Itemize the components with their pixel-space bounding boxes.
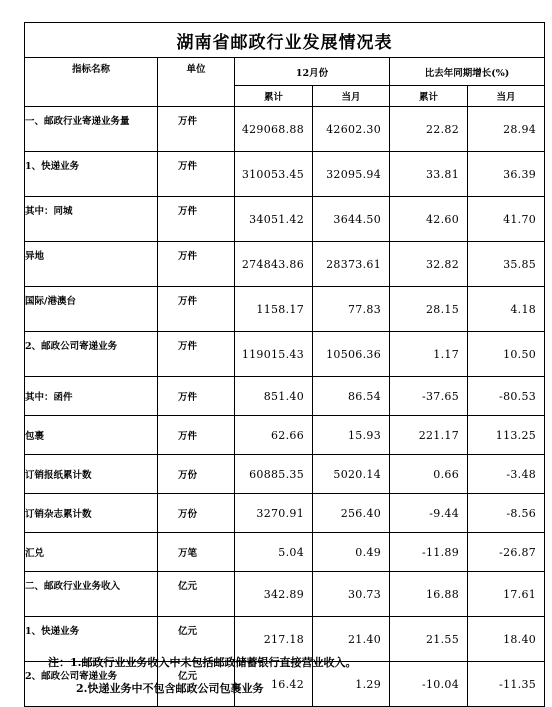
row-cumulative: 119015.43 [235,332,313,377]
row-growth-current-month: 41.70 [468,197,545,242]
stats-sheet [24,22,544,707]
row-growth-cumulative: 21.55 [390,617,468,662]
table-row [25,533,545,572]
row-cumulative: 60885.35 [235,455,313,494]
row-name: 订销杂志累计数 [25,494,158,533]
row-growth-cumulative: -9.44 [390,494,468,533]
row-name: 其中：函件 [25,377,158,416]
row-growth-cumulative: 221.17 [390,416,468,455]
row-growth-cumulative: 33.81 [390,152,468,197]
row-unit: 万件 [158,332,235,377]
row-growth-current-month: -8.56 [468,494,545,533]
row-name: 国际/港澳台 [25,287,158,332]
row-unit: 万份 [158,494,235,533]
table-row [25,377,545,416]
row-cumulative: 274843.86 [235,242,313,287]
row-current-month: 15.93 [313,416,390,455]
table-row [25,572,545,617]
row-current-month: 21.40 [313,617,390,662]
row-current-month: 1.29 [313,662,390,707]
row-name: 一、邮政行业寄递业务量 [25,107,158,152]
row-unit: 万件 [158,152,235,197]
row-current-month: 30.73 [313,572,390,617]
row-unit: 万件 [158,242,235,287]
row-current-month: 42602.30 [313,107,390,152]
row-cumulative: 310053.45 [235,152,313,197]
row-growth-cumulative: 16.88 [390,572,468,617]
row-name: 1、快递业务 [25,152,158,197]
row-unit: 万件 [158,416,235,455]
row-current-month: 32095.94 [313,152,390,197]
header-current-month: 当月 [313,86,390,107]
row-cumulative: 429068.88 [235,107,313,152]
row-name: 其中：同城 [25,197,158,242]
header-unit: 单位 [158,58,235,107]
row-growth-current-month: -3.48 [468,455,545,494]
row-unit: 亿元 [158,662,235,707]
row-name: 汇兑 [25,533,158,572]
row-cumulative: 5.04 [235,533,313,572]
row-current-month: 77.83 [313,287,390,332]
row-cumulative: 3270.91 [235,494,313,533]
row-cumulative: 16.42 [235,662,313,707]
row-growth-cumulative: 1.17 [390,332,468,377]
row-name: 订销报纸累计数 [25,455,158,494]
header-growth: 比去年同期增长(%) [390,58,545,86]
row-unit: 亿元 [158,572,235,617]
row-growth-cumulative: 28.15 [390,287,468,332]
row-name: 1、快递业务 [25,617,158,662]
table-row [25,107,545,152]
header-cumulative: 累计 [235,86,313,107]
row-cumulative: 342.89 [235,572,313,617]
table-notes [48,655,356,707]
row-growth-current-month: 17.61 [468,572,545,617]
row-cumulative: 851.40 [235,377,313,416]
row-growth-current-month: 4.18 [468,287,545,332]
row-growth-current-month: -11.35 [468,662,545,707]
row-growth-current-month: -26.87 [468,533,545,572]
row-unit: 万件 [158,197,235,242]
table-row [25,287,545,332]
row-name: 包裹 [25,416,158,455]
row-growth-current-month: 113.25 [468,416,545,455]
row-growth-cumulative: 32.82 [390,242,468,287]
row-unit: 万件 [158,287,235,332]
postal-stats-table [24,22,545,707]
row-growth-current-month: 28.94 [468,107,545,152]
row-cumulative: 1158.17 [235,287,313,332]
row-name: 2、邮政公司寄递业务 [25,662,158,707]
header-indicator: 指标名称 [25,58,158,107]
row-current-month: 28373.61 [313,242,390,287]
row-unit: 万件 [158,107,235,152]
row-unit: 万份 [158,455,235,494]
table-title: 湖南省邮政行业发展情况表 [25,23,545,58]
row-cumulative: 34051.42 [235,197,313,242]
table-row [25,494,545,533]
row-name: 二、邮政行业业务收入 [25,572,158,617]
row-current-month: 0.49 [313,533,390,572]
row-growth-cumulative: -11.89 [390,533,468,572]
row-growth-cumulative: -10.04 [390,662,468,707]
table-row [25,197,545,242]
row-growth-current-month: 18.40 [468,617,545,662]
row-current-month: 10506.36 [313,332,390,377]
note-line-1: 注：1.邮政行业业务收入中未包括邮政储蓄银行直接营业收入。 [48,656,357,669]
row-name: 2、邮政公司寄递业务 [25,332,158,377]
row-growth-current-month: 35.85 [468,242,545,287]
row-growth-cumulative: 42.60 [390,197,468,242]
row-unit: 亿元 [158,617,235,662]
row-growth-cumulative: 22.82 [390,107,468,152]
row-growth-cumulative: 0.66 [390,455,468,494]
row-unit: 万件 [158,377,235,416]
header-period: 12月份 [235,58,390,86]
row-growth-current-month: 36.39 [468,152,545,197]
table-row [25,242,545,287]
row-growth-cumulative: -37.65 [390,377,468,416]
row-growth-current-month: -80.53 [468,377,545,416]
header-growth-current-month: 当月 [468,86,545,107]
row-growth-current-month: 10.50 [468,332,545,377]
table-row [25,416,545,455]
row-current-month: 256.40 [313,494,390,533]
row-name: 异地 [25,242,158,287]
table-row [25,455,545,494]
table-row [25,152,545,197]
row-current-month: 5020.14 [313,455,390,494]
header-growth-cumulative: 累计 [390,86,468,107]
note-line-2: 2.快递业务中不包含邮政公司包裹业务 [76,682,264,695]
row-cumulative: 62.66 [235,416,313,455]
table-row [25,332,545,377]
row-unit: 万笔 [158,533,235,572]
row-current-month: 3644.50 [313,197,390,242]
row-cumulative: 217.18 [235,617,313,662]
row-current-month: 86.54 [313,377,390,416]
